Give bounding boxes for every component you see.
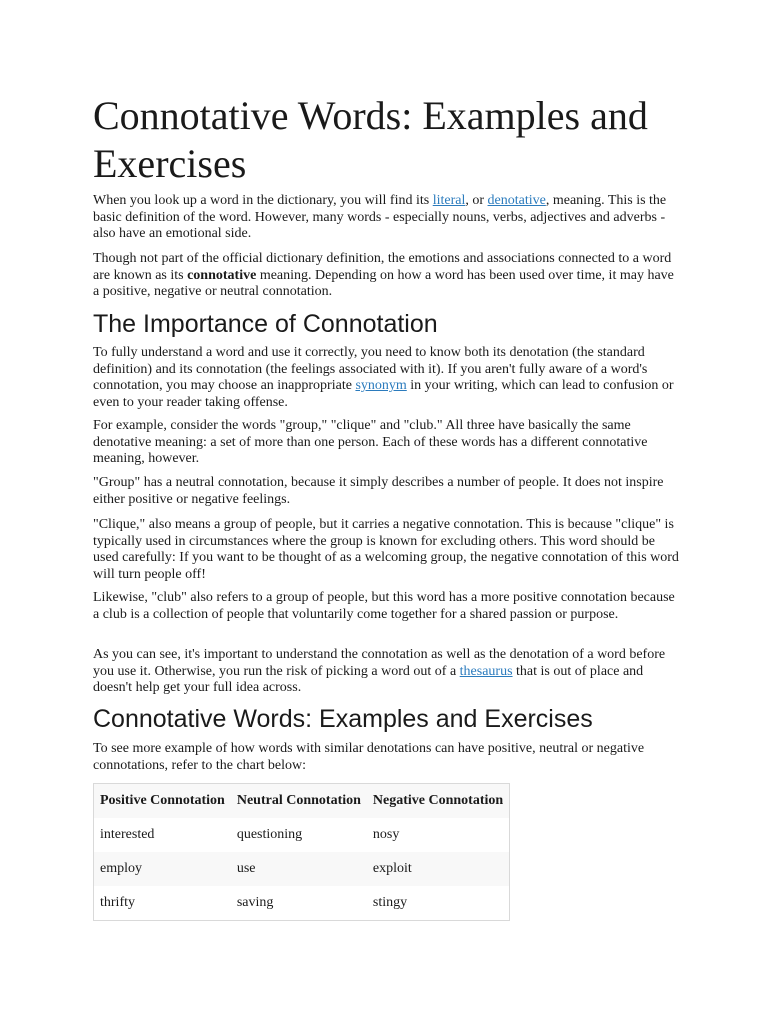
text-run: meaning. Depending on how a word has been used over time, it may have a positive, negative or neutral connotation. [93,267,674,299]
connotation-table [93,783,510,921]
intro-paragraph-1 [93,193,683,243]
table-cell: exploit [367,852,510,886]
table-header-cell: Positive Connotation [94,784,231,819]
table-cell: stingy [367,886,510,921]
text-run: , or [465,193,488,208]
intro-paragraph-2 [93,251,683,301]
table-cell: thrifty [94,886,231,921]
text-run: As you can see, it's important to understand the connotation as well as the denotation of a word before you use it. Otherwise, you run the risk of picking a word out of a [93,647,666,679]
importance-paragraph-4: "Clique," also means a group of people, but it carries a negative connotation. This is because "clique" is typically used in circumstances where the group is known for excluding others. This word should be used carefully: If you want to be thought of as a welcoming group, the negative connotation of this word will turn people off! [93,517,679,582]
link-literal[interactable]: literal [432,193,466,208]
table-cell: nosy [367,818,510,852]
importance-paragraph-5: Likewise, "club" also refers to a group of people, but this word has a more positive connotation because a club is a collection of people that voluntarily come together for a shared passion or purpose. [93,590,675,622]
bold-term: connotative [187,267,257,283]
examples-paragraph-1: To see more example of how words with similar denotations can have positive, neutral or negative connotations, refer to the chart below: [93,741,645,773]
importance-paragraph-1 [93,345,683,411]
table-cell: employ [94,852,231,886]
text-run: When you look up a word in the dictionary, you will find its [93,193,433,208]
table-row [94,886,510,921]
link-thesaurus[interactable]: thesaurus [459,663,513,679]
link-denotative[interactable]: denotative [487,193,546,208]
table-cell: questioning [231,818,367,852]
table-header-cell: Neutral Connotation [231,784,367,819]
text-run: that is out of place and doesn't help get your full idea across. [93,663,644,695]
table-cell: saving [231,886,367,921]
text-run: Though not part of the official dictionary definition, the emotions and associations connected to a word are known as its [93,251,672,283]
importance-paragraph-6 [93,647,683,697]
table-cell: use [231,852,367,886]
text-run: , meaning. This is the basic definition of the word. However, many words - especially nouns, verbs, adjectives and adverbs - also have an emotional side. [93,193,667,241]
table-row [94,818,510,852]
page-title: Connotative Words: Examples and Exercises [93,93,648,186]
link-synonym[interactable]: synonym [355,378,407,393]
table-header-row [94,784,510,819]
table-row [94,852,510,886]
table-header-cell: Negative Connotation [367,784,510,819]
text-run: To fully understand a word and use it correctly, you need to know both its denotation (the standard definition) and its connotation (the feelings associated with it). If you aren't fully aware of a word's connotation, you may choose an inappropriate [93,345,648,393]
section-heading-importance: The Importance of Connotation [93,310,438,338]
section-heading-examples: Connotative Words: Examples and Exercises [93,705,593,733]
importance-paragraph-3: "Group" has a neutral connotation, because it simply describes a number of people. It does not inspire either positive or negative feelings. [93,475,664,507]
table-cell: interested [94,818,231,852]
text-run: in your writing, which can lead to confusion or even to your reader taking offense. [93,378,674,410]
importance-paragraph-2: For example, consider the words "group," "clique" and "club." All three have basically the same denotative meaning: a set of more than one person. Each of these words has a different connotative meaning, however. [93,418,648,466]
